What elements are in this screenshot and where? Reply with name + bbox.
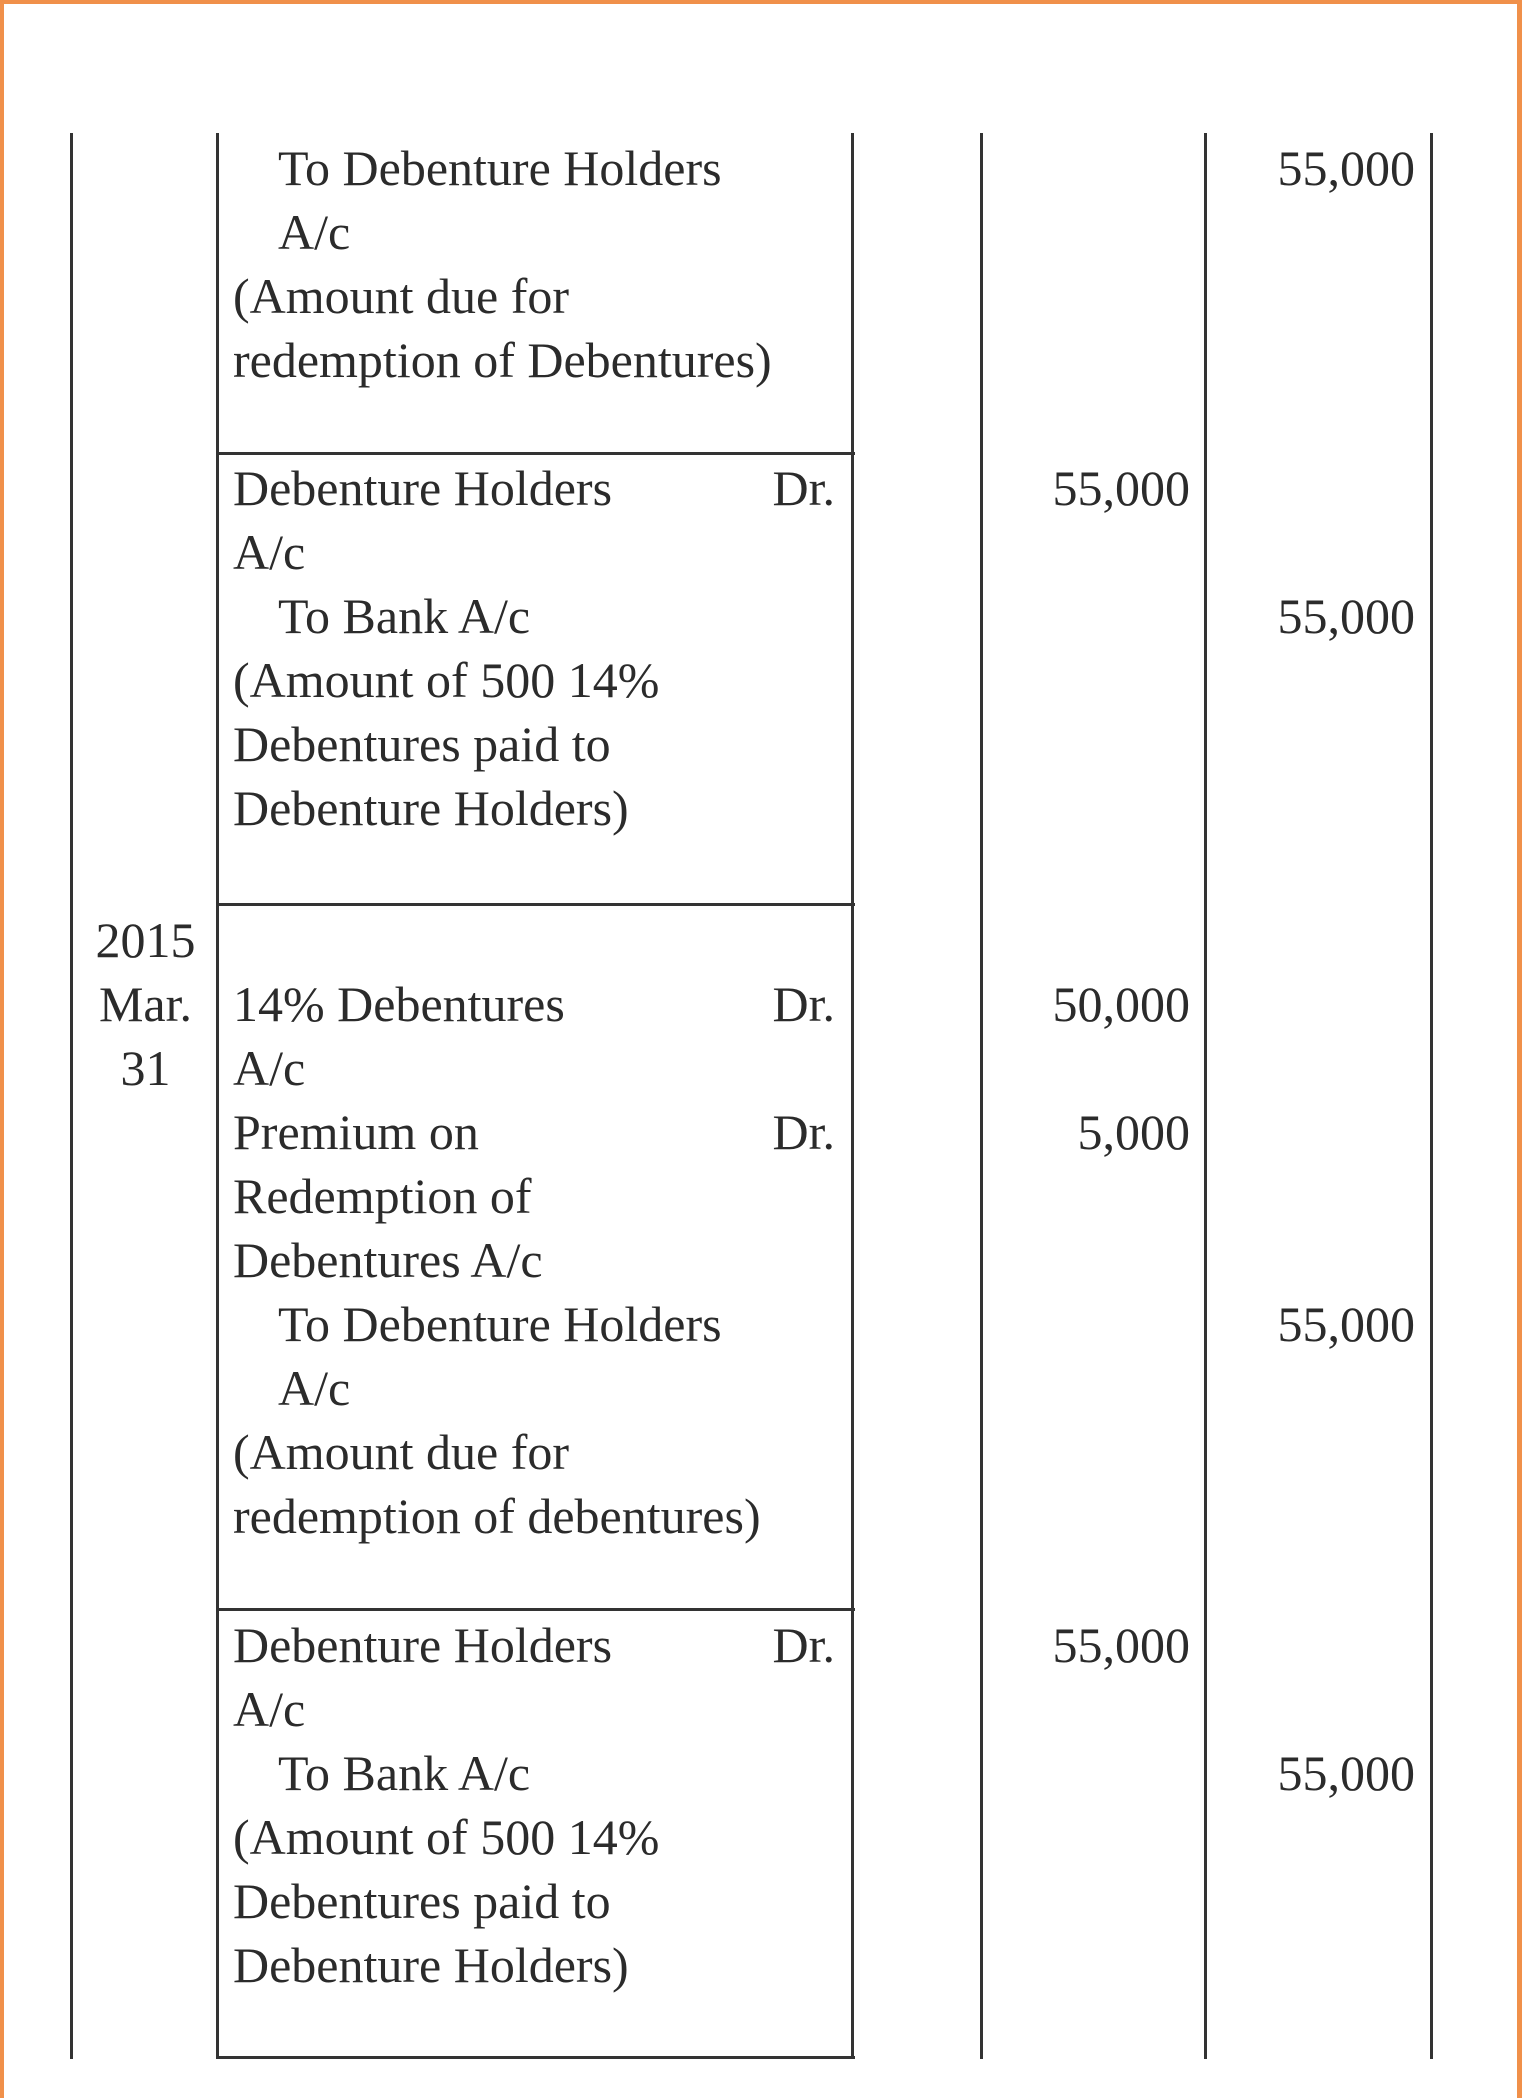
debit-amount: 50,000 xyxy=(1052,976,1190,1032)
entry-line xyxy=(0,1677,1522,1741)
narration-text: Debenture Holders) xyxy=(233,780,629,836)
entry-line xyxy=(0,1933,1522,1997)
credit-amount: 55,000 xyxy=(1277,1296,1415,1352)
entry-line xyxy=(0,1420,1522,1484)
narration-text: (Amount of 500 14% xyxy=(233,652,660,708)
entry-line xyxy=(0,1228,1522,1292)
narration-text: redemption of Debentures) xyxy=(233,332,772,388)
particulars-text: Debenture Holders xyxy=(233,460,613,516)
entry-separator xyxy=(217,1608,855,1611)
particulars-text: Redemption of xyxy=(233,1168,532,1224)
particulars-text: A/c xyxy=(233,524,306,580)
debit-amount: 55,000 xyxy=(1052,1617,1190,1673)
particulars-text: 14% Debentures xyxy=(233,976,565,1032)
entry-line xyxy=(0,1805,1522,1869)
date-day: 31 xyxy=(120,1040,171,1096)
entry-line xyxy=(0,264,1522,328)
debit-amount: 5,000 xyxy=(1077,1104,1190,1160)
entry-separator xyxy=(217,903,855,906)
journal-entry-4 xyxy=(0,1613,1522,1997)
journal-entry-2 xyxy=(0,456,1522,840)
narration-text: (Amount of 500 14% xyxy=(233,1809,660,1865)
entry-line xyxy=(0,1613,1522,1677)
particulars-text: Premium on xyxy=(233,1104,479,1160)
page-frame-top-border xyxy=(0,0,1522,4)
entry-line xyxy=(0,1484,1522,1548)
dr-label: Dr. xyxy=(772,460,835,516)
date-month: Mar. xyxy=(98,976,193,1032)
narration-text: Debentures paid to xyxy=(233,1873,611,1929)
dr-label: Dr. xyxy=(772,976,835,1032)
entry-line xyxy=(0,1356,1522,1420)
entry-line xyxy=(0,136,1522,200)
particulars-text: To Bank A/c xyxy=(278,1745,531,1801)
entry-separator xyxy=(217,452,855,455)
dr-label: Dr. xyxy=(772,1104,835,1160)
entry-line xyxy=(0,200,1522,264)
particulars-text: To Bank A/c xyxy=(278,588,531,644)
journal-entry-1 xyxy=(0,136,1522,392)
dr-label: Dr. xyxy=(772,1617,835,1673)
entry-line xyxy=(0,1869,1522,1933)
narration-text: redemption of debentures) xyxy=(233,1488,761,1544)
entry-line xyxy=(0,520,1522,584)
narration-text: (Amount due for xyxy=(233,1424,570,1480)
entry-line xyxy=(0,972,1522,1036)
particulars-text: A/c xyxy=(278,1360,351,1416)
narration-text: Debenture Holders) xyxy=(233,1937,629,1993)
entry-line xyxy=(0,1741,1522,1805)
entry-line xyxy=(0,584,1522,648)
credit-amount: 55,000 xyxy=(1277,588,1415,644)
narration-text: (Amount due for xyxy=(233,268,570,324)
entry-line xyxy=(0,456,1522,520)
credit-amount: 55,000 xyxy=(1277,1745,1415,1801)
entry-separator-bottom xyxy=(217,2056,855,2059)
entry-line xyxy=(0,648,1522,712)
entry-line xyxy=(0,1036,1522,1100)
particulars-text: Debentures A/c xyxy=(233,1232,543,1288)
debit-amount: 55,000 xyxy=(1052,460,1190,516)
particulars-text: A/c xyxy=(233,1040,306,1096)
entry-line xyxy=(0,1292,1522,1356)
entry-line xyxy=(0,908,1522,972)
particulars-text: A/c xyxy=(278,204,351,260)
entry-line xyxy=(0,712,1522,776)
narration-text: Debentures paid to xyxy=(233,716,611,772)
entry-line xyxy=(0,328,1522,392)
journal-entry-3 xyxy=(0,908,1522,1548)
particulars-text: To Debenture Holders xyxy=(278,140,722,196)
particulars-text: To Debenture Holders xyxy=(278,1296,722,1352)
entry-line xyxy=(0,1100,1522,1164)
particulars-text: A/c xyxy=(233,1681,306,1737)
date-year: 2015 xyxy=(95,912,196,968)
credit-amount: 55,000 xyxy=(1277,140,1415,196)
entry-line xyxy=(0,776,1522,840)
particulars-text: Debenture Holders xyxy=(233,1617,613,1673)
entry-line xyxy=(0,1164,1522,1228)
